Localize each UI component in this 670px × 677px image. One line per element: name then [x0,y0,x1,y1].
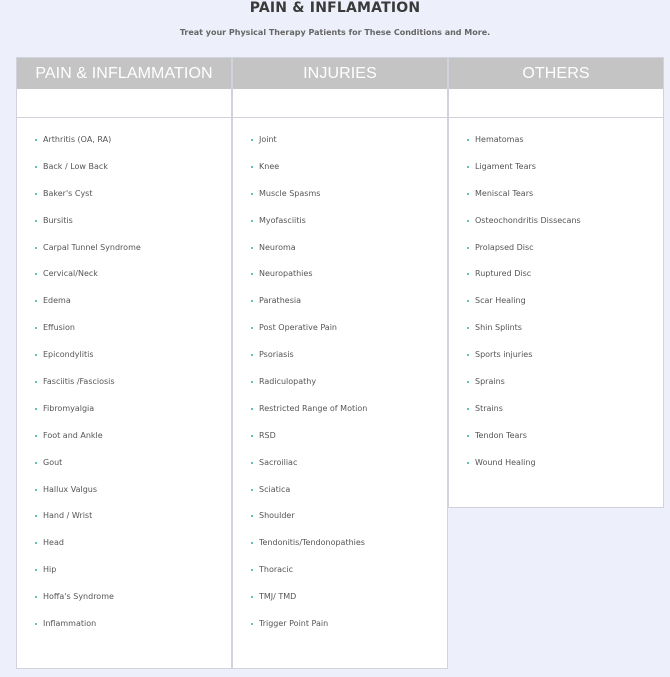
bullet-icon [251,166,253,168]
condition-list [17,118,231,646]
condition-list-item [251,243,447,270]
bullet-icon [467,327,469,329]
bullet-icon [467,273,469,275]
condition-list-item [467,162,663,189]
bullet-icon [35,596,37,598]
bullet-icon [35,462,37,464]
condition-label: Inflammation [43,619,97,629]
injuries-column [232,57,448,669]
condition-label: Scar Healing [475,296,526,306]
condition-list-item [251,323,447,350]
condition-label: Psoriasis [259,350,294,360]
bullet-icon [251,623,253,625]
condition-label: Wound Healing [475,457,536,467]
condition-list-item [467,350,663,377]
bullet-icon [251,381,253,383]
column-spacer [17,89,231,118]
bullet-icon [35,166,37,168]
condition-label: Hip [43,565,57,575]
condition-label: Fibromyalgia [43,403,95,413]
condition-label: Tendon Tears [475,430,527,440]
condition-list-item [35,162,231,189]
page-subtitle: Treat your Physical Therapy Patients for These Conditions and More. [179,28,491,37]
bullet-icon [467,220,469,222]
condition-label: Hallux Valgus [43,484,98,494]
condition-label: Back / Low Back [43,161,108,171]
condition-list-item [251,485,447,512]
condition-label: Prolapsed Disc [475,242,534,252]
bullet-icon [35,300,37,302]
condition-label: Neuropathies [259,269,313,279]
bullet-icon [35,381,37,383]
column-spacer [449,89,663,118]
condition-list-item [467,243,663,270]
condition-list-item [251,135,447,162]
condition-list-item [35,135,231,162]
condition-label: Hematomas [475,135,524,144]
bullet-icon [251,515,253,517]
condition-label: Post Operative Pain [259,323,337,333]
bullet-icon [251,273,253,275]
bullet-icon [35,515,37,517]
condition-label: Radiculopathy [259,377,317,387]
condition-label: Sacroiliac [259,457,298,467]
condition-label: RSD [259,430,276,440]
bullet-icon [467,462,469,464]
bullet-icon [35,623,37,625]
condition-label: Tendonitis/Tendonopathies [259,538,365,548]
condition-list-item [467,269,663,296]
condition-label: Fasciitis /Fasciosis [43,377,115,387]
bullet-icon [251,435,253,437]
bullet-icon [35,435,37,437]
condition-list-item [35,511,231,538]
bullet-icon [251,300,253,302]
condition-list-item [467,404,663,431]
bullet-icon [251,408,253,410]
condition-list-item [251,296,447,323]
bullet-icon [35,354,37,356]
condition-list-item [251,162,447,189]
condition-list [233,118,447,646]
condition-label: Shin Splints [475,323,522,333]
bullet-icon [35,542,37,544]
bullet-icon [35,193,37,195]
condition-list-item [35,485,231,512]
condition-list-item [35,189,231,216]
condition-list-item [251,350,447,377]
bullet-icon [35,247,37,249]
condition-list-item [467,135,663,162]
bullet-icon [251,327,253,329]
condition-label: Foot and Ankle [43,430,103,440]
condition-label: Restricted Range of Motion [259,403,368,413]
condition-label: Sports injuries [475,350,533,360]
condition-list-item [251,565,447,592]
condition-list-item [35,243,231,270]
condition-list-item [35,619,231,646]
condition-label: Gout [43,457,63,467]
bullet-icon [251,247,253,249]
condition-list-item [251,431,447,458]
condition-label: Bursitis [43,215,73,225]
condition-list-item [35,592,231,619]
bullet-icon [467,354,469,356]
bullet-icon [35,273,37,275]
column-spacer [233,89,447,118]
condition-list-item [251,269,447,296]
condition-list-item [251,216,447,243]
bullet-icon [467,193,469,195]
condition-label: Ligament Tears [475,161,536,171]
condition-list-item [35,458,231,485]
condition-label: Baker's Cyst [43,188,93,198]
bullet-icon [35,220,37,222]
column-heading: PAIN & INFLAMMATION [17,58,231,89]
bullet-icon [35,408,37,410]
bullet-icon [251,596,253,598]
condition-label: Joint [259,135,277,144]
condition-label: Arthritis (OA, RA) [43,135,112,144]
condition-label: Sprains [475,377,505,387]
condition-label: Head [43,538,64,548]
condition-list-item [35,296,231,323]
condition-list-item [35,350,231,377]
condition-label: Trigger Point Pain [259,619,329,629]
condition-list-item [251,592,447,619]
bullet-icon [251,193,253,195]
condition-list-item [35,565,231,592]
condition-list-item [251,538,447,565]
condition-label: Strains [475,403,503,413]
condition-list-item [35,216,231,243]
condition-label: Osteochondritis Dissecans [475,215,581,225]
condition-list [449,118,663,485]
page-title: PAIN & INFLAMATION [249,0,421,16]
bullet-icon [251,220,253,222]
condition-list-item [35,269,231,296]
condition-label: Hand / Wrist [43,511,93,521]
condition-list-item [467,377,663,404]
condition-label: Shoulder [259,511,295,521]
condition-label: Meniscal Tears [475,188,534,198]
bullet-icon [35,489,37,491]
bullet-icon [467,139,469,141]
condition-label: Sciatica [259,484,291,494]
condition-label: Epicondylitis [43,350,94,360]
condition-list-item [467,216,663,243]
condition-label: Myofasciitis [259,215,306,225]
condition-list-item [467,296,663,323]
condition-list-item [251,511,447,538]
condition-list-item [467,323,663,350]
condition-list-item [251,458,447,485]
condition-list-item [35,404,231,431]
bullet-icon [251,139,253,141]
condition-label: Muscle Spasms [259,188,321,198]
pain-inflammation-column [16,57,232,669]
bullet-icon [467,166,469,168]
bullet-icon [251,354,253,356]
bullet-icon [467,435,469,437]
bullet-icon [467,408,469,410]
condition-label: Knee [259,161,280,171]
condition-list-item [251,189,447,216]
bullet-icon [251,569,253,571]
others-column [448,57,664,508]
condition-list-item [35,431,231,458]
bullet-icon [467,300,469,302]
condition-list-item [35,377,231,404]
condition-label: Cervical/Neck [43,269,98,279]
bullet-icon [35,569,37,571]
bullet-icon [35,139,37,141]
condition-label: Parathesia [259,296,301,306]
condition-list-item [467,189,663,216]
condition-list-item [467,458,663,485]
condition-label: Hoffa's Syndrome [43,592,114,602]
bullet-icon [467,247,469,249]
bullet-icon [251,462,253,464]
column-heading: OTHERS [449,58,663,89]
column-heading: INJURIES [233,58,447,89]
condition-label: Carpal Tunnel Syndrome [43,242,141,252]
condition-label: TMJ/ TMD [259,592,297,602]
bullet-icon [467,381,469,383]
condition-list-item [35,323,231,350]
condition-label: Edema [43,296,71,306]
bullet-icon [35,327,37,329]
bullet-icon [251,542,253,544]
condition-list-item [251,619,447,646]
bullet-icon [251,489,253,491]
condition-label: Ruptured Disc [475,269,532,279]
condition-label: Effusion [43,323,75,333]
condition-list-item [467,431,663,458]
condition-label: Thoracic [259,565,294,575]
condition-list-item [251,377,447,404]
condition-label: Neuroma [259,242,296,252]
condition-list-item [35,538,231,565]
condition-list-item [251,404,447,431]
